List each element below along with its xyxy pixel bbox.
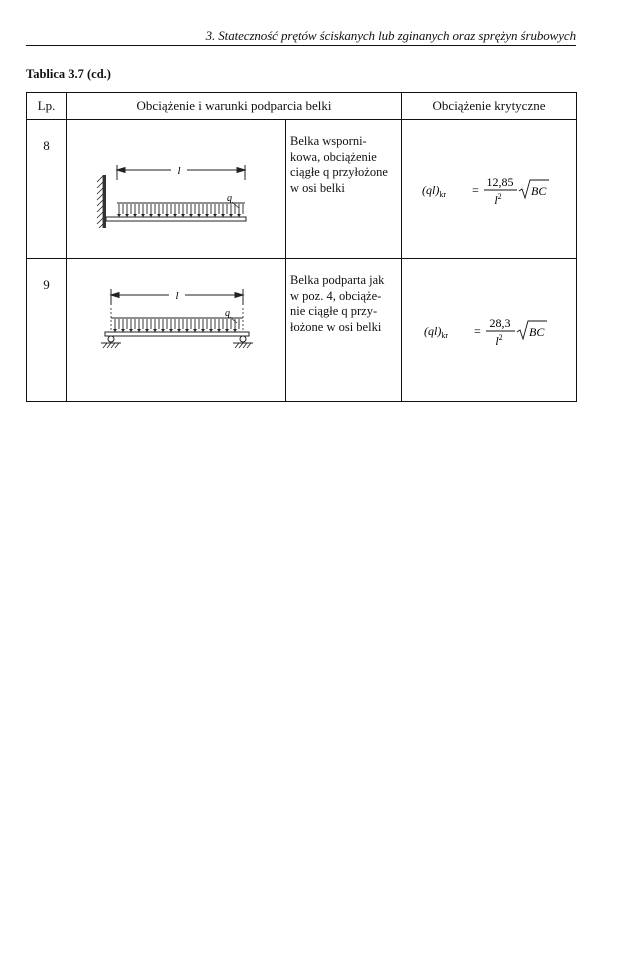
span-label: l — [177, 165, 181, 177]
formula-numerator: 28,3 — [489, 316, 511, 330]
formula-radicand: BC — [529, 325, 545, 339]
running-head: 3. Stateczność prętów ściskanych lub zginanych oraz sprężyn śrubowych — [205, 28, 576, 43]
formula-denominator: l — [494, 193, 498, 207]
equals-sign: = — [474, 324, 481, 338]
formula-cell — [402, 120, 577, 259]
critical-load-formula — [414, 305, 564, 355]
equals-sign: = — [472, 183, 479, 197]
table-caption — [26, 67, 111, 82]
description-line: nie ciągłe q przy- — [290, 304, 378, 318]
simply-supported-beam-diagram — [67, 259, 286, 383]
critical-load-formula — [414, 164, 564, 214]
row-number: 9 — [27, 259, 67, 402]
table-header-row — [27, 93, 577, 120]
formula-cell — [402, 259, 577, 402]
span-label: l — [175, 290, 179, 302]
diagram-cell — [67, 120, 286, 259]
formula-lhs: (ql) — [424, 324, 442, 338]
stability-table — [26, 92, 577, 402]
header-lp: Lp. — [27, 93, 67, 120]
description-line: w osi belki — [290, 180, 345, 195]
description-cell — [286, 259, 402, 402]
load-label: q — [227, 193, 232, 204]
description-line: łożone w osi belki — [290, 319, 382, 334]
svg-text:(ql)kr — [422, 183, 446, 199]
formula-radicand: BC — [531, 184, 547, 198]
formula-exponent: 2 — [498, 333, 503, 342]
header-load-conditions: Obciążenie i warunki podparcia belki — [67, 93, 402, 120]
formula-subscript: kr — [441, 331, 449, 340]
cantilever-beam-diagram — [67, 120, 286, 240]
formula-numerator: 12,85 — [486, 175, 514, 189]
diagram-cell — [67, 259, 286, 402]
svg-text:(ql)kr — [424, 324, 448, 340]
description-line: ciągłe q przyłożone — [290, 165, 388, 179]
formula-lhs: (ql) — [422, 183, 440, 197]
description-line: Belka wsporni- — [290, 134, 367, 148]
description-line: Belka podparta jak — [290, 273, 385, 287]
load-label: q — [225, 308, 230, 319]
table-caption-suffix: (cd.) — [87, 67, 111, 81]
formula-subscript: kr — [439, 190, 447, 199]
table-caption-label: Tablica 3.7 — [26, 67, 84, 81]
header-critical-load: Obciążenie krytyczne — [402, 93, 577, 120]
table-row — [27, 120, 577, 259]
description-line: w poz. 4, obciąże- — [290, 288, 382, 303]
description-line: kowa, obciążenie — [290, 149, 377, 164]
svg-text:l2 — [495, 333, 502, 348]
svg-text:l2 — [494, 192, 501, 207]
row-number: 8 — [27, 120, 67, 259]
formula-denominator: l — [495, 334, 499, 348]
formula-exponent: 2 — [497, 192, 502, 201]
table-row — [27, 259, 577, 402]
description-cell — [286, 120, 402, 259]
header-rule — [26, 45, 576, 46]
